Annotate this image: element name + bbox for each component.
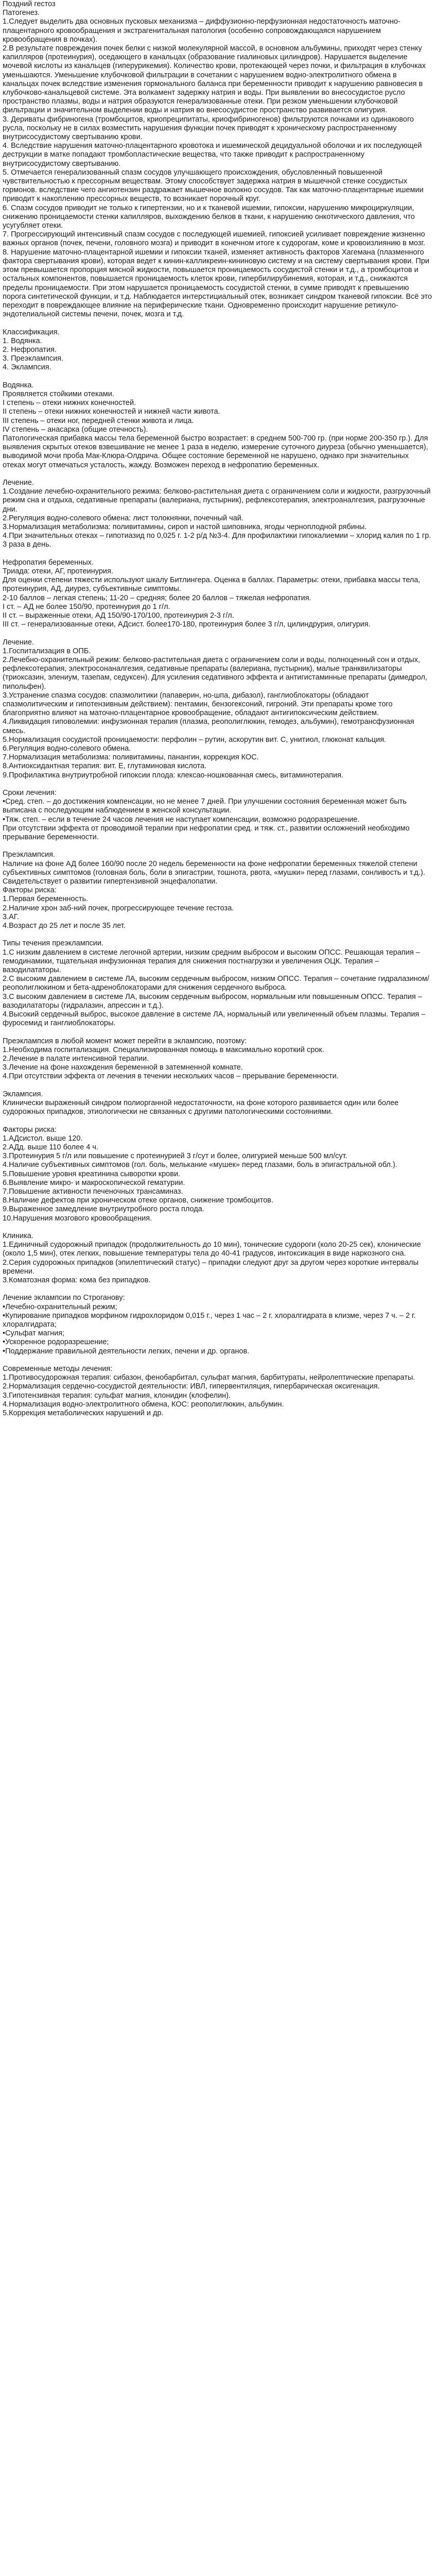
paragraph: •Ускоренное родоразрешение;	[3, 1338, 109, 1347]
paragraph: 3. Преэклампсия.	[3, 354, 64, 363]
paragraph: 2.В результате повреждения почек белки с низкой молекулярной массой, в основном альбумины, приходят через стенку капилляров (протеинурия), оседающего в канальцах (образование гиалиновых цилиндров). Нарушается выделение мочевой кислоты из канальцев (гиперурикемия). Количество крови, протекающей через почки, и фильтрация в клубочках уменьшаются. Уменьшение клубочковой фильтрации в сочетании с нарушением водно-электролитного обмена в канальцах почек вследствие изменения гормонального баланса при беременности приводит к нарушению равновесия в клубочково-канальцевой системе. Эта волкамент задержку натрия и воды. При выявлении во внесосудистое русло пространство плазмы, воды и натрия образуются генерализованные отеки. При резком уменьшении клубочковой фильтрации и значительном выделении воды и натрия во внесосудистое пространство развивается олигурия.	[3, 44, 428, 115]
paragraph: 5. Отмечается генерализованный спазм сосудов улучшающего происхождения, обусловленный повышенной чувствительностью к прессорным веществам. Этому способствует задержка натрия в мышечной стенке сосудистых гормонов. вследствие чего ангиотензин раздражает мышечное волокно сосудов. Так как маточно-плацентарные ишемии приводит к накоплению прессорных веществ, то возникает порочный круг.	[3, 168, 426, 204]
paragraph: 3.Устранение спазма сосудов: спазмолитики (папаверин, но-шпа, дибазол), ганглиоблокаторы (обладают спазмолитическим и гипотензивным действием): пентамин, бензогексоний, гигроний. Эти препараты кроме того благоприятно влияют на маточно-плацентарное кровообращение, обладают антигипоксическим действием.	[3, 691, 395, 718]
paragraph: 6.Выявление микро- и макроскопической гематурии.	[3, 1178, 185, 1187]
paragraph: 2.Нормализация сердечно-сосудистой деятельности: ИВЛ, гипервентиляция, гипербарическая оксигенация.	[3, 1382, 380, 1391]
paragraph: Факторы риска:	[3, 1125, 57, 1134]
paragraph: Эклампсия.	[3, 1090, 43, 1098]
blank-line	[0, 842, 436, 851]
paragraph: III степень – отеки ног, передней стенки живота и лица.	[3, 416, 194, 425]
paragraph: 6. Спазм сосудов приводит не только к гипертензии, но и к тканевой ишемии, гипоксии, нарушению микроциркуляции, снижению проницаемости стенки капилляров, выхождению белков в ткани, к нарушению онкотического давления, что усугубляет отеки.	[3, 204, 417, 230]
paragraph: IV степень – анасарка (общие отечность).	[3, 425, 148, 434]
paragraph: 4.При значительных отеках – гипотиазид по 0,025 г. 1-2 р/д №3-4. Для профилактики гипокалиемии – хлорид калия по 1 гр. 3 раза в день.	[3, 532, 433, 549]
paragraph: •Сульфат магния;	[3, 1329, 65, 1338]
paragraph: 7.Нормализация метаболизма: поливитамины, панангин, коррекция КОС.	[3, 753, 259, 762]
paragraph: 4.Наличие субъективных симптомов (гол. боль, мелькание «мушек» перед глазами, боль в эпигастральной обл.).	[3, 1161, 397, 1170]
paragraph: Классификация.	[3, 328, 60, 336]
paragraph: II степень – отеки нижних конечностей и нижней части живота.	[3, 408, 220, 416]
document-title: Поздний гестоз	[3, 0, 56, 8]
paragraph: I ст. – АД не более 150/90, протеинурия до 1 г/л.	[3, 602, 170, 611]
paragraph: Преэклампсия.	[3, 851, 56, 859]
paragraph: 2-10 баллов – легкая степень; 11-20 – средняя; более 20 баллов – тяжелая нефропатия.	[3, 594, 311, 602]
paragraph: Триада: отеки, АГ, протеинурия.	[3, 567, 113, 575]
paragraph: 8.Антиоксидантная терапия: вит. Е, глутаминовая кислота.	[3, 762, 207, 771]
paragraph: Сроки лечения:	[3, 788, 57, 797]
paragraph: 1.Первая беременность.	[3, 895, 89, 904]
blank-line	[0, 1028, 436, 1037]
paragraph: 4.Ликвидация гиповолемии: инфузионная терапия (плазма, реополиглюкин, гемодез, альбумин), гемотрансфузионная смесь.	[3, 718, 416, 735]
paragraph: 3.Гипотензивная терапия: сульфат магния, клонидин (клофелин).	[3, 1391, 231, 1400]
paragraph: 3.Протеинурия 5 г/л или повышение с протеинурией 3 г/сут и более, олигурией меньше 500 мл/сут.	[3, 1152, 347, 1161]
paragraph: 8. Нарушение маточно-плацентарной ишемии и гипоксии тканей, изменяет активность факторов Хагемана (плазменного фактора свертывания крови), которая ведет к кинин-калликреин-кининовую систему и на систему свертывания крови. При этом превышается пропорция мясной жидкости, повышается проницаемость сосудистой стенки и т.д., а тромбоцитов и остальных компонентов, повышается проницаемость клеток крови, гипербилирубинемия, которая, и т.д., снижаются пределы проницаемости. При этом нарушается проницаемость сосудистой стенки, в сумме приводят к превышению порога синтетической функции, и т.д. Наблюдается интерстициальный отек, возникает синдром тканевой гипоксии. Всё это переходит в повреждающее влияние на периферические ткани. Одновременно происходит нарушение ретикуло-эндотелиальной системы печени, почек, мозга и т.д.	[3, 248, 434, 319]
paragraph: Лечение.	[3, 478, 34, 487]
blank-line	[0, 930, 436, 939]
paragraph: 2.Лечебно-охранительный режим: белково-растительная диета с ограничением соли и воды, полноценный сон и отдых, рефлексотерапия, электросонаналгезия, седативные препараты (валериана, пустырник), малые транквилизаторы (триоксазин, элениум, тазепам, седуксен). Для усиления седативного эффекта и антигистаминные препараты (димедрол, пипольфен).	[3, 655, 429, 691]
blank-line	[0, 372, 436, 381]
paragraph: Для оценки степени тяжести используют шкалу Битлингера. Оценка в баллах. Параметры: отеки, прибавка массы тела, протеинурия, АД, диурез, субъективные симптомы.	[3, 576, 423, 594]
paragraph: Проявляется стойкими отеками.	[3, 389, 114, 398]
paragraph: 4. Эклампсия.	[3, 363, 51, 372]
paragraph: I степень – отеки нижних конечностей.	[3, 399, 136, 408]
paragraph: 1.Следует выделить два основных пусковых механизма – диффузионно-перфузионная недостаточность маточно-плацентарного кровообращения и экстрагенитальная патология (особенно сопровождающаяся нарушением кровообращения в почках).	[3, 18, 400, 44]
paragraph: II ст. – выраженные отеки, АД 150/90-170/100, протеинурия 2-3 г/л.	[3, 611, 234, 620]
paragraph: 2.С высоким давлением в системе ЛА, высоким сердечным выбросом, низким ОПСС. Терапия – сочетание гидралазином/реополиглюкином и бета-адреноблокаторами для снижения сердечного выброса.	[3, 975, 429, 992]
paragraph: 5.Коррекция метаболических нарушений и др.	[3, 1409, 164, 1418]
paragraph: 7. Прогрессирующий интенсивный спазм сосудов с последующей ишемией, гипоксией усиливает повреждение жизненно важных органов (почек, печени, головного мозга) и приводит в конечном итоге к судорогам, коме и кровоизлиянию в мозг.	[3, 230, 427, 248]
paragraph: 4.Возраст до 25 лет и после 35 лет.	[3, 922, 126, 930]
paragraph: 2.Лечение в палате интенсивной терапии.	[3, 1055, 149, 1063]
blank-line	[0, 1116, 436, 1125]
paragraph: Факторы риска:	[3, 886, 57, 895]
paragraph: 3.С высоким давлением в системе ЛА, высоким сердечным выбросом, нормальным или повышенным ОПСС. Терапия – вазодилататоры (гидралазин, апрессин и т.д.).	[3, 992, 424, 1010]
blank-line	[0, 1223, 436, 1232]
blank-line	[0, 470, 436, 479]
paragraph: Клинически выраженный синдром полиорганной недостаточности, на фоне которого развивается один или более судорожных припадков, этиологически не связанных с другими патологическими состояниями.	[3, 1099, 401, 1116]
paragraph: Патогенез.	[3, 9, 40, 18]
paragraph: 5.Нормализация сосудистой проницаемости: перфолин – рутин, аскорутин вит. С, унитиол, глюконат кальция.	[3, 735, 387, 744]
paragraph: •Купирование припадков морфином гидрохлоридом 0,015 г., через 1 час – 2 г. хлоралгидрата в клизме, через 7 ч. – 2 г. хлоралгидрата;	[3, 1311, 418, 1329]
paragraph: 2.АДд. выше 110 более 4 ч.	[3, 1143, 98, 1152]
paragraph: Нефропатия беременных.	[3, 558, 94, 567]
paragraph: •Сред. степ. – до достижения компенсации, но не менее 7 дней. При улучшении состояния беременная может быть выписана с последующим наблюдением в женской консультации.	[3, 798, 409, 815]
paragraph: 2.Наличие хрон заб-ний почек, прогрессирующее течение гестоза.	[3, 904, 234, 912]
paragraph: 3.Нормализация метаболизма: поливитамины, сироп и настой шиповника, ягоды черноплодной рябины.	[3, 522, 367, 531]
paragraph: Наличие на фоне АД более 160/90 после 20 недель беременности на фоне нефропатии беременных тяжелой степени субъективных симптомов (головная боль, боли в эпигастрии, тошнота, рвота, «мушки» перед глазами, сонливость и т.д.). Свидетельствует о развитии гипертензивной энцефалопатии.	[3, 859, 427, 886]
paragraph: •Лечебно-охранительный режим;	[3, 1302, 117, 1311]
paragraph: Лечение.	[3, 638, 34, 647]
paragraph: 1. Водянка.	[3, 336, 42, 345]
paragraph: III ст. – генерализованные отеки, АДсист. более170-180, протеинурия более 3 г/л, цилиндрурия, олигурия.	[3, 620, 371, 629]
blank-line	[0, 1285, 436, 1294]
paragraph: 1.Госпитализация в ОПБ.	[3, 647, 91, 655]
paragraph: 9.Выраженное замедление внутриутробного роста плода.	[3, 1205, 204, 1214]
paragraph: 9.Профилактика внутриутробной гипоксии плода: клексао-ношкованная смесь, витаминотерапия.	[3, 771, 343, 779]
paragraph: 1.Создание лечебно-охранительного режима: белково-растительная диета с ограничением соли и жидкости, разгрузочный режим сна и отдыха, седативные препараты (валериана, пустырник), рефлексотерапия, электроаналгезия, разгрузочные дни.	[3, 487, 433, 514]
paragraph: 3.Коматозная форма: кома без припадков.	[3, 1276, 151, 1285]
paragraph: 1.С низким давлением в системе легочной артерии, низким средним выбросом и высоким ОПСС. Решающая терапия – гемодинамики, тщательная инфузионная терапия для снижения постнагрузки и увеличения ОЦК. Терапия – вазодилататоры.	[3, 948, 422, 975]
paragraph: 1.Противосудорожная терапия: сибазон, фенобарбитал, сульфат магния, барбитураты, нейролептические препараты.	[3, 1374, 415, 1382]
blank-line	[0, 629, 436, 638]
paragraph: 4.При отсутствии эффекта от лечения в течении нескольких часов – прерывание беременности.	[3, 1072, 339, 1081]
paragraph: 1.Единичный судорожный припадок (продолжительность до 10 мин), тонические судороги (коло 20-25 сек), клонические (около 1,5 мин), отек легких, повышение температуры тела до 40-41 градусов, интоксикация в виде наркозного сна.	[3, 1241, 423, 1258]
paragraph: Типы течения преэклампсии.	[3, 939, 103, 948]
blank-line	[0, 1081, 436, 1090]
paragraph: Клиника.	[3, 1232, 33, 1241]
paragraph: Патологическая прибавка массы тела беременной быстро возрастает: в среднем 500-700 гр. (при норме 200-350 гр.). Для выявления скрытых отеков взвешивание не менее 1 раза в неделю, измерение суточного диуреза (обычно уменьшается), выводимой мочи проба Мак-Клюра-Олдрича. Общее состояние беременной не нарушено, однако при значительных отеках могут отмечаться усталость, жажду. Возможен переход в нефропатию беременных.	[3, 434, 430, 469]
paragraph: 3.Лечение на фоне нахождения беременной в затемненной комнате.	[3, 1063, 243, 1072]
paragraph: •Тяж. степ. – если в течение 24 часов лечения не наступает компенсации, возможно родоразрешение.	[3, 815, 360, 824]
paragraph: При отсутствии эффекта от проводимой терапии при нефропатии сред. и тяж. ст., развитии осложнений необходимо прерывание беременности.	[3, 824, 412, 841]
paragraph: 4.Высокий сердечный выброс, высокое давление в системе ЛА, нормальный или увеличенный объем плазмы. Терапия – фуросемид и ганглиоблокаторы.	[3, 1010, 428, 1028]
paragraph: 3. Дериваты фибриногена (тромбоцитов, криопреципитаты, криофибриногенов) фильтруются почками из одинакового русла, поскольку не в силах возместить нарушения функции почек приводят к хроническому распространенному внутрисосудистому свертыванию крови.	[3, 115, 416, 142]
paragraph: 1.Необходима госпитализация. Специализированная помощь в максимально короткий срок.	[3, 1045, 324, 1054]
paragraph: Преэклампсия в любой момент может перейти в эклампсию, поэтому:	[3, 1037, 247, 1045]
paragraph: 6.Регуляция водно-солевого обмена.	[3, 744, 131, 753]
blank-line	[0, 319, 436, 328]
blank-line	[0, 550, 436, 558]
paragraph: 1.АДсистол. выше 120.	[3, 1134, 83, 1143]
paragraph: 2. Нефропатия.	[3, 345, 57, 354]
paragraph: 2.Серия судорожных припадков (эпилептический статус) – припадки следуют друг за другом через короткие интервалы времени.	[3, 1258, 421, 1276]
paragraph: •Поддержание правильной деятельности легких, печени и др. органов.	[3, 1347, 250, 1355]
paragraph: 7.Повышение активности печеночных трансаминаз.	[3, 1188, 183, 1196]
paragraph: 10.Нарушения мозгового кровообращения.	[3, 1214, 152, 1223]
paragraph: Водянка.	[3, 381, 34, 389]
paragraph: 8.Наличие дефектов при хроническом отеке органов, снижение тромбоцитов.	[3, 1196, 274, 1205]
paragraph: 4. Вследствие нарушения маточно-плацентарного кровотока и ишемической децидуальной оболочки и их последующей деструкции в матке попадают тромбопластические вещества, что также приводит к распространенному внутрисосудистому свертыванию.	[3, 142, 424, 168]
blank-line	[0, 1356, 436, 1365]
paragraph: Современные методы лечения:	[3, 1365, 113, 1374]
paragraph: 2.Регуляция водно-солевого обмена: лист толокнянки, почечный чай.	[3, 514, 243, 522]
paragraph: 3.АГ.	[3, 912, 19, 921]
paragraph: 4.Нормализация водно-электролитного обмена, КОС: реополиглюкин, альбумин.	[3, 1400, 284, 1409]
paragraph: 5.Повышение уровня креатинина сыворотки крови.	[3, 1170, 181, 1178]
blank-line	[0, 780, 436, 789]
paragraph: Лечение эклампсии по Строганову:	[3, 1294, 125, 1302]
